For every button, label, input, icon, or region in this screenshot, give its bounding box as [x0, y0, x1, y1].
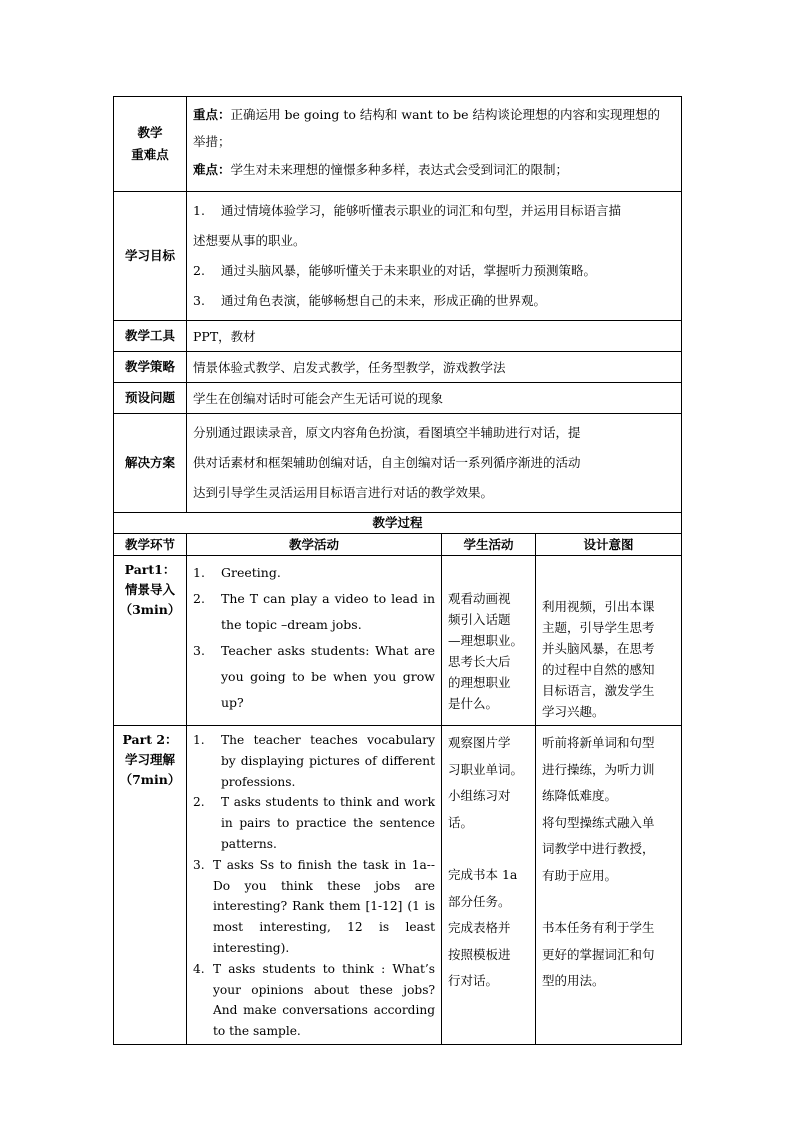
part2-student-7: 部分任务。 — [448, 893, 511, 909]
part2-student-3: 小组练习对 — [448, 788, 511, 803]
row-part1 — [114, 556, 682, 726]
part2-student-9: 按照模板进 — [448, 946, 511, 962]
goals-content — [187, 192, 682, 321]
part2-activity-1: 1. The teacher teaches vocabulary by displaying pictures of different professions. — [193, 733, 435, 789]
key-points-label-line1: 教学 — [137, 125, 163, 140]
part2-student-8: 完成表格并 — [448, 920, 511, 935]
part1-label — [114, 556, 187, 726]
part2-student-4: 话。 — [448, 814, 474, 830]
problems-label: 预设问题 — [114, 383, 187, 414]
part1-intent-3: 并头脑风暴，在思考 — [542, 641, 655, 656]
header-teacher-activity: 教学活动 — [187, 534, 442, 556]
solutions-line-1: 分别通过跟读录音，原文内容角色扮演，看图填空半辅助进行对话，提 — [193, 425, 581, 440]
header-student-activity: 学生活动 — [442, 534, 536, 556]
header-design-intent: 设计意图 — [536, 534, 682, 556]
key-points-label-line2: 重难点 — [131, 147, 169, 162]
part1-intent — [536, 556, 682, 726]
key-point-label: 重点： — [193, 107, 231, 122]
row-tools — [114, 321, 682, 352]
part1-intent-4: 的过程中自然的感知 — [542, 662, 655, 677]
row-key-points — [114, 97, 682, 192]
row-problems — [114, 383, 682, 414]
part1-activities — [187, 556, 442, 726]
key-point-text-1: 正确运用 be going to 结构和 want to be 结构谈论理想的内容和实现理想的 — [230, 107, 661, 122]
tools-value: PPT，教材 — [187, 321, 682, 352]
part2-intent-2: 进行操练，为听力训 — [542, 761, 655, 777]
part2-student — [442, 726, 536, 1045]
part2-intent-8: 书本任务有利于学生 — [542, 920, 655, 935]
part1-label-line1: Part1： — [124, 562, 176, 577]
difficulty-text: 学生对未来理想的憧憬多种多样，表达式会受到词汇的限制； — [230, 162, 569, 177]
part2-intent-4: 将句型操练式融入单 — [542, 814, 655, 830]
strategy-label: 教学策略 — [114, 352, 187, 383]
part1-activity-1: 1. Greeting. — [193, 565, 281, 580]
part2-label-line1: Part 2： — [122, 732, 178, 747]
solutions-line-3: 达到引导学生灵活运用目标语言进行对话的教学效果。 — [193, 485, 494, 500]
part1-student — [442, 556, 536, 726]
part2-intent — [536, 726, 682, 1045]
part2-student-6: 完成书本 1a — [448, 867, 518, 882]
problems-value: 学生在创编对话时可能会产生无话可说的现象 — [187, 383, 682, 414]
goal-item-2: 2. 通过头脑风暴，能够听懂关于未来职业的对话，掌握听力预测策略。 — [193, 263, 597, 278]
header-stage: 教学环节 — [114, 534, 187, 556]
row-process-headers — [114, 534, 682, 556]
part1-intent-1: 利用视频，引出本课 — [542, 599, 655, 614]
key-points-content — [187, 97, 682, 192]
part1-student-3: —理想职业。 — [448, 633, 524, 648]
goal-item-3: 3. 通过角色表演，能够畅想自己的未来，形成正确的世界观。 — [193, 293, 547, 308]
part1-activity-3: 3. Teacher asks students: What are you going to be when you grow up? — [193, 643, 435, 710]
part2-student-2: 习职业单词。 — [448, 761, 524, 777]
part1-student-1: 观看动画视 — [448, 591, 511, 606]
part2-activity-4: 4. T asks students to think : What’s your opinions about these jobs? And make conversations according to the sample. — [193, 961, 435, 1039]
solutions-label: 解决方案 — [114, 414, 187, 513]
part2-intent-6: 有助于应用。 — [542, 867, 618, 883]
row-strategy — [114, 352, 682, 383]
difficulty-label: 难点： — [193, 162, 231, 177]
part1-label-line3: （3min） — [119, 602, 181, 617]
row-solutions — [114, 414, 682, 513]
part2-label-line3: （7min） — [119, 772, 181, 787]
solutions-line-2: 供对话素材和框架辅助创编对话，自主创编对话一系列循序渐进的活动 — [193, 455, 581, 470]
row-part2 — [114, 726, 682, 1045]
part1-label-line2: 情景导入 — [124, 582, 175, 597]
key-points-label — [114, 97, 187, 192]
part1-intent-2: 主题，引导学生思考 — [542, 620, 655, 635]
goals-label: 学习目标 — [114, 192, 187, 321]
part1-intent-6: 学习兴趣。 — [542, 704, 605, 719]
part2-intent-10: 型的用法。 — [542, 973, 605, 988]
row-goals — [114, 192, 682, 321]
row-process-title — [114, 513, 682, 534]
part2-intent-1: 听前将新单词和句型 — [542, 735, 655, 750]
part2-student-1: 观察图片学 — [448, 735, 511, 750]
tools-label: 教学工具 — [114, 321, 187, 352]
key-point-text-2: 举措； — [193, 134, 231, 149]
goal-item-1-cont: 述想要从事的职业。 — [193, 233, 306, 248]
part1-student-5: 的理想职业 — [448, 675, 511, 690]
part1-student-6: 是什么。 — [448, 696, 499, 711]
part2-intent-7 — [542, 889, 677, 915]
part2-intent-3: 练降低难度。 — [542, 788, 618, 803]
part1-student-2: 频引入话题 — [448, 612, 511, 627]
part2-intent-5: 词教学中进行教授， — [542, 841, 655, 856]
solutions-content — [187, 414, 682, 513]
part2-label-line2: 学习理解 — [124, 752, 175, 767]
strategy-value: 情景体验式教学、启发式教学，任务型教学，游戏教学法 — [187, 352, 682, 383]
part2-student-10: 行对话。 — [448, 973, 499, 988]
part1-intent-5: 目标语言，激发学生 — [542, 683, 655, 698]
part2-activity-2: 2. T asks students to think and work in pairs to practice the sentence patterns. — [193, 795, 435, 851]
part2-activities — [187, 726, 442, 1045]
part2-student-5 — [448, 836, 531, 862]
process-title: 教学过程 — [114, 513, 682, 534]
part2-intent-9: 更好的掌握词汇和句 — [542, 946, 655, 962]
part1-activity-2: 2. The T can play a video to lead in the topic –dream jobs. — [193, 591, 435, 632]
part1-student-4: 思考长大后 — [448, 654, 511, 669]
goal-item-1: 1. 通过情境体验学习，能够听懂表示职业的词汇和句型，并运用目标语言描 — [193, 203, 622, 218]
part2-label — [114, 726, 187, 1045]
part2-activity-3: 3. T asks Ss to finish the task in 1a-- Do you think these jobs are interesting? Rank them [1-12] (1 is most interesting, 12 is least interesting). — [193, 857, 435, 955]
lesson-plan-table — [113, 96, 682, 1045]
